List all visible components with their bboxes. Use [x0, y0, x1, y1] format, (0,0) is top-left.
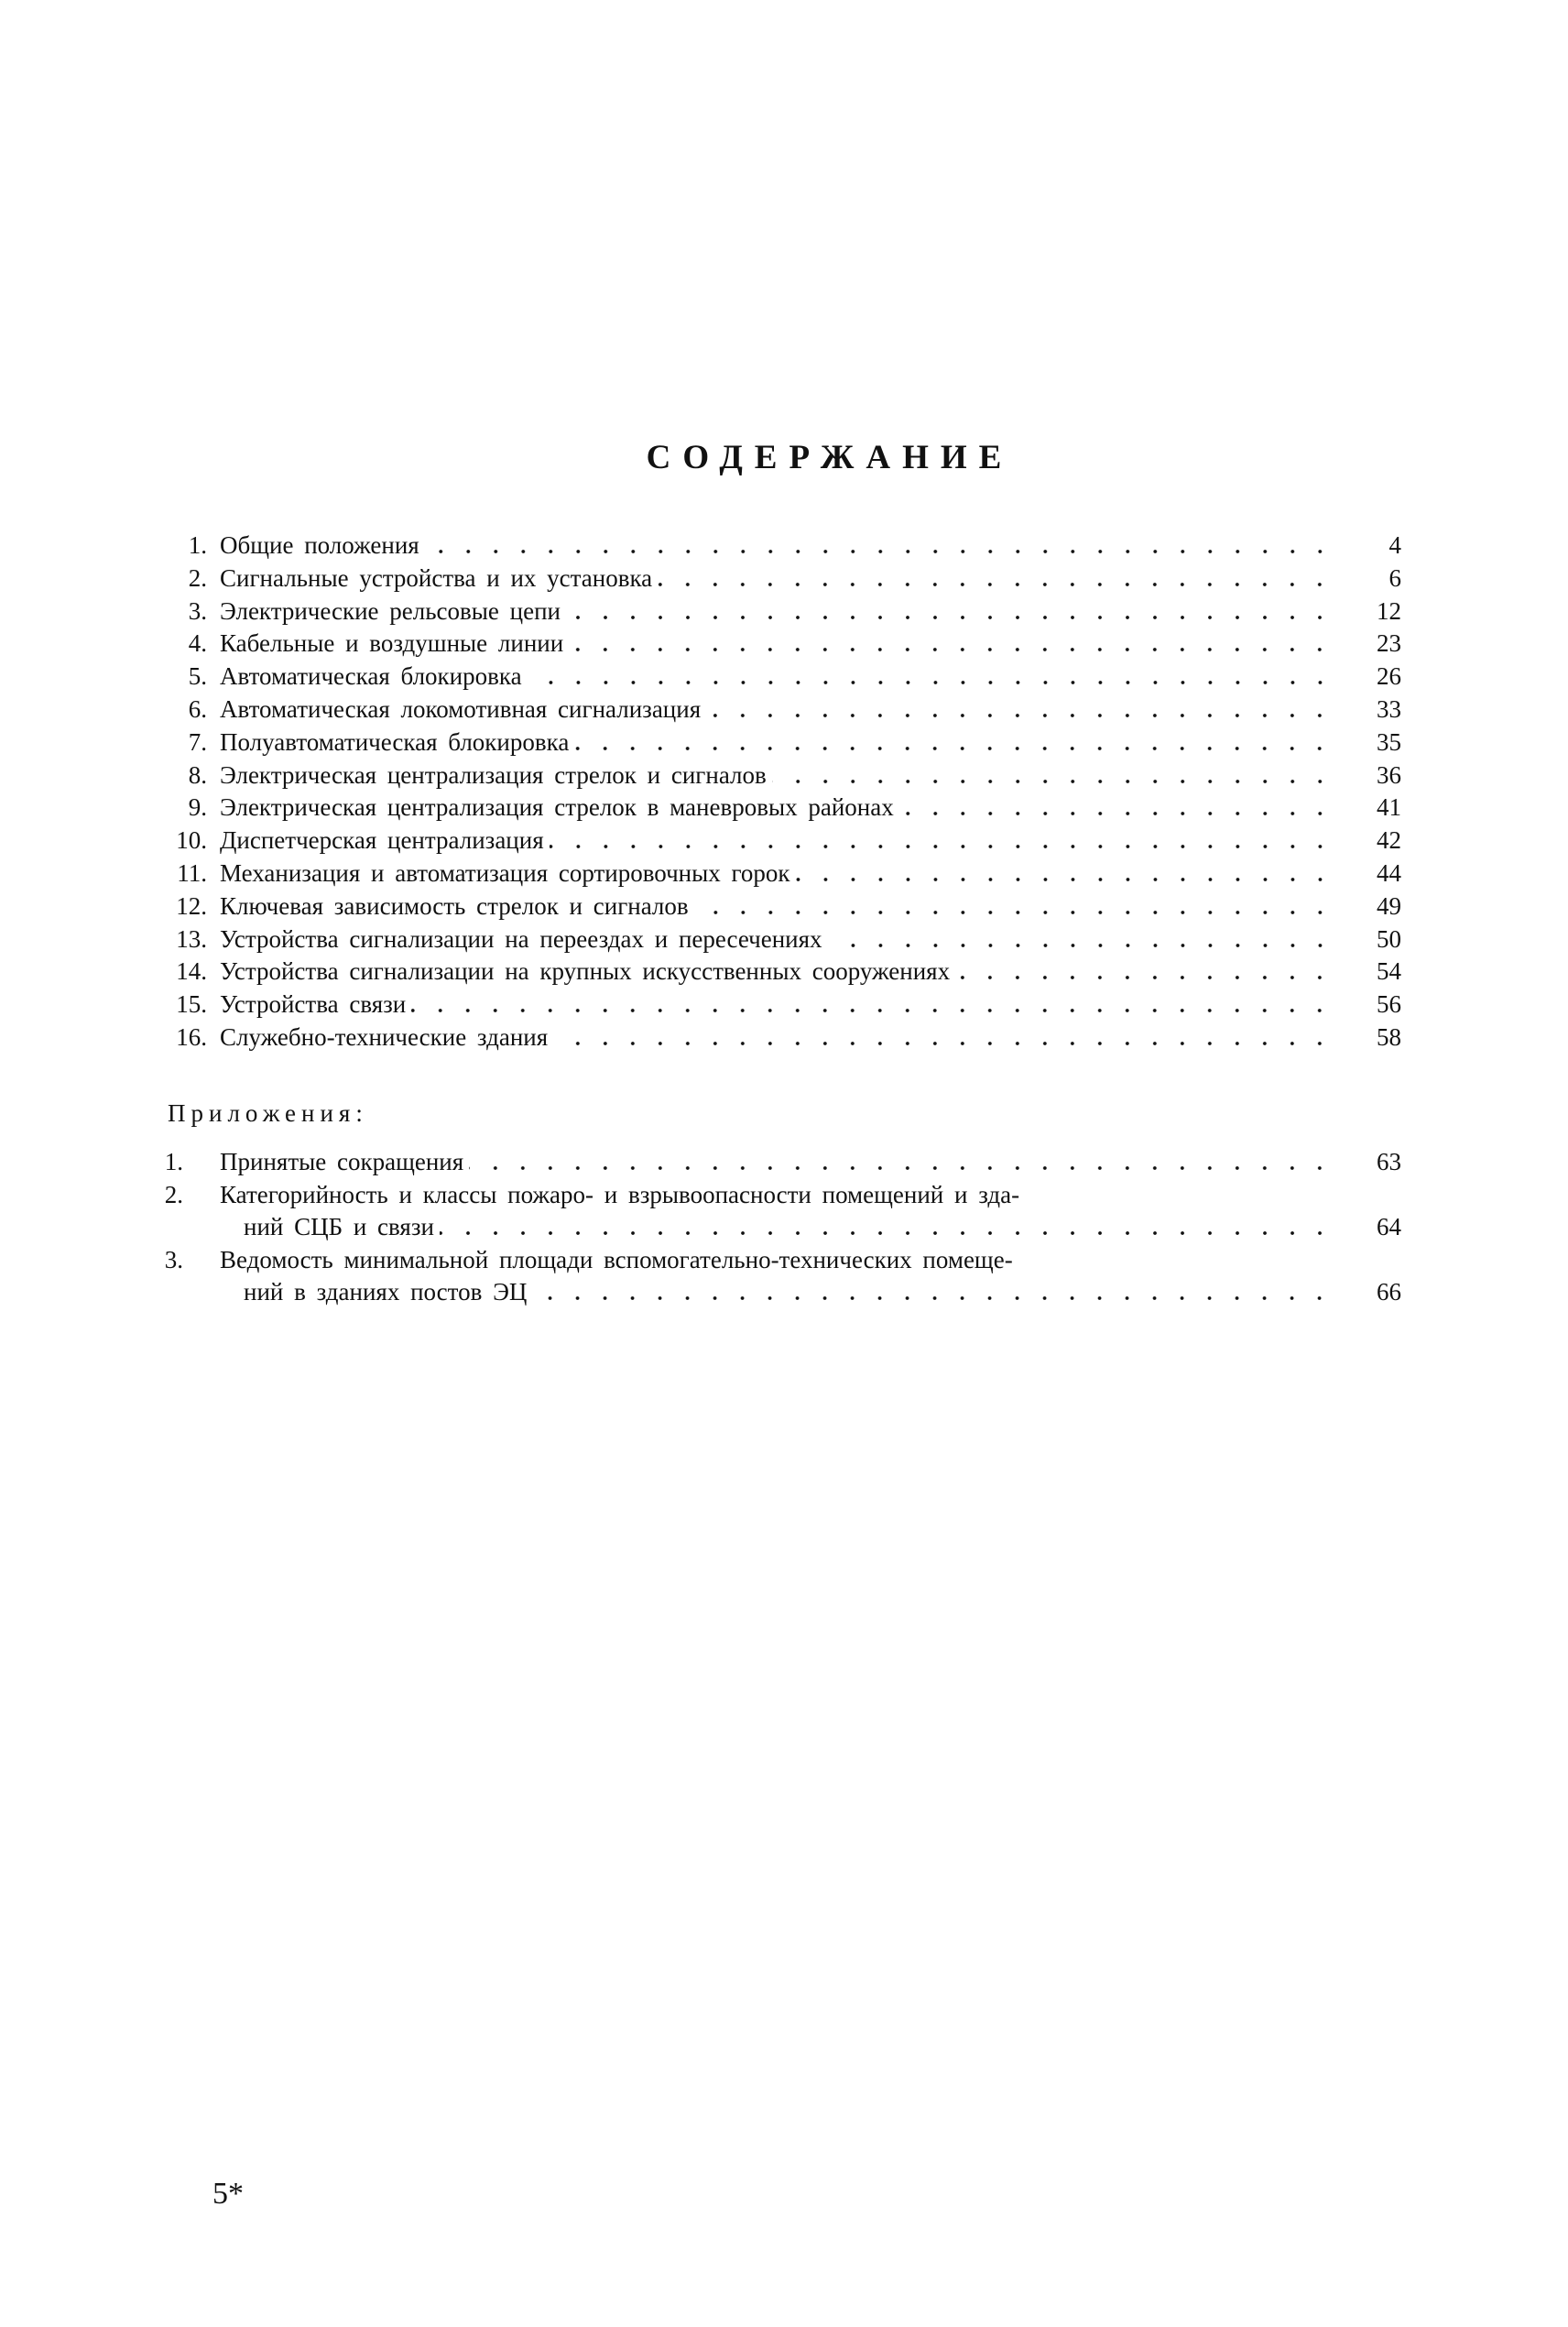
entry-line	[220, 726, 1334, 759]
entry-page: 50	[1377, 924, 1401, 953]
entry-number: 12.	[176, 891, 207, 920]
appendix-heading: Приложения:	[168, 1099, 368, 1127]
entry-title: Автоматическая локомотивная сигнализация	[220, 695, 702, 723]
toc-entry	[0, 595, 1568, 628]
entry-line	[220, 595, 1334, 628]
toc-entry	[0, 759, 1568, 792]
appendix-title: Ведомость минимальной площади вспомогательно-технических помеще-	[220, 1245, 1013, 1273]
entry-number: 7.	[188, 727, 207, 756]
entry-page: 49	[1377, 891, 1401, 920]
dot-leader	[532, 1295, 1334, 1301]
entry-line	[220, 824, 1334, 857]
appendix-title: ний СЦБ и связи	[244, 1213, 434, 1240]
entry-number: 11.	[177, 859, 207, 887]
entry-line	[220, 562, 1334, 595]
entry-page: 41	[1377, 793, 1401, 822]
entry-page: 6	[1388, 563, 1401, 592]
appendix-page: 64	[1377, 1213, 1401, 1240]
entry-number: 15.	[176, 990, 207, 1019]
entry-title: Ключевая зависимость стрелок и сигналов	[220, 891, 689, 920]
toc-entry	[0, 529, 1568, 562]
dot-leader	[772, 779, 1334, 784]
entry-page: 26	[1377, 662, 1401, 691]
appendix-entry-line	[0, 1210, 1568, 1243]
entry-line	[220, 660, 1334, 693]
entry-line	[220, 890, 1334, 923]
dot-leader	[566, 615, 1334, 620]
entry-line	[220, 791, 1334, 824]
toc-entry	[0, 988, 1568, 1021]
entry-line	[220, 529, 1334, 562]
entry-line	[220, 857, 1334, 890]
appendix-entry-line	[0, 1275, 1568, 1308]
appendix-line	[244, 1275, 1334, 1308]
entry-page: 4	[1388, 531, 1401, 559]
toc-entry	[0, 562, 1568, 595]
dot-leader	[469, 1165, 1334, 1171]
entry-line	[220, 955, 1334, 988]
entry-number: 1.	[188, 531, 207, 559]
entry-number: 5.	[188, 662, 207, 691]
entry-line	[220, 988, 1334, 1021]
entry-number: 16.	[176, 1023, 207, 1051]
dot-leader	[899, 811, 1334, 816]
appendix-title: ний в зданиях постов ЭЦ	[244, 1278, 528, 1306]
entry-line	[220, 1021, 1334, 1054]
dot-leader	[706, 713, 1334, 718]
entry-title: Электрическая централизация стрелок в маневровых районах	[220, 793, 894, 822]
entry-page: 12	[1377, 596, 1401, 625]
appendix-line	[220, 1145, 1334, 1178]
entry-title: Служебно-технические здания	[220, 1023, 549, 1051]
dot-leader	[955, 975, 1334, 980]
toc-entry	[0, 791, 1568, 824]
appendix-number: 3.	[164, 1245, 183, 1273]
entry-number: 14.	[176, 957, 207, 986]
entry-title: Диспетчерская централизация	[220, 826, 544, 855]
dot-leader	[553, 1041, 1334, 1046]
entry-line	[220, 759, 1334, 792]
entry-number: 6.	[188, 695, 207, 723]
toc-entry	[0, 627, 1568, 660]
entry-number: 4.	[188, 629, 207, 658]
entry-title: Механизация и автоматизация сортировочных горок	[220, 859, 790, 887]
page-title: СОДЕРЖАНИЕ	[646, 439, 1014, 476]
entry-title: Сигнальные устройства и их установка	[220, 563, 653, 592]
entry-page: 33	[1377, 695, 1401, 723]
entry-page: 54	[1377, 957, 1401, 986]
entry-page: 44	[1377, 859, 1401, 887]
entry-title: Устройства сигнализации на крупных искусственных сооружениях	[220, 957, 951, 986]
appendix-entry-line	[0, 1178, 1568, 1211]
toc-entry	[0, 955, 1568, 988]
toc-entry	[0, 1021, 1568, 1054]
entry-line	[220, 693, 1334, 726]
toc-entry	[0, 890, 1568, 923]
appendix-page: 63	[1377, 1148, 1401, 1175]
dot-leader	[440, 1230, 1334, 1236]
appendix-number: 1.	[164, 1148, 183, 1175]
entry-title: Полуавтоматическая блокировка	[220, 727, 570, 756]
dot-leader	[528, 680, 1334, 685]
appendix-number: 2.	[164, 1180, 183, 1208]
appendix-line	[220, 1178, 1334, 1211]
toc-entry	[0, 693, 1568, 726]
entry-number: 10.	[176, 826, 207, 855]
entry-page: 23	[1377, 629, 1401, 658]
entry-number: 8.	[188, 760, 207, 789]
signature-mark: 5*	[212, 2177, 244, 2211]
dot-leader	[658, 582, 1334, 587]
dot-leader	[569, 647, 1334, 652]
toc-entry	[0, 824, 1568, 857]
entry-number: 3.	[188, 596, 207, 625]
dot-leader	[550, 844, 1334, 849]
appendix-line	[244, 1210, 1334, 1243]
toc-entry	[0, 923, 1568, 956]
appendix-page: 66	[1377, 1278, 1401, 1306]
entry-line	[220, 923, 1334, 956]
entry-number: 2.	[188, 563, 207, 592]
entry-page: 42	[1377, 826, 1401, 855]
appendix-entry-line	[0, 1145, 1568, 1178]
entry-page: 35	[1377, 727, 1401, 756]
toc-entry	[0, 660, 1568, 693]
appendix-title: Принятые сокращения	[220, 1148, 464, 1175]
entry-page: 56	[1377, 990, 1401, 1019]
dot-leader	[411, 1008, 1334, 1013]
entry-number: 9.	[188, 793, 207, 822]
entry-title: Общие положения	[220, 531, 419, 559]
toc-entry	[0, 857, 1568, 890]
entry-title: Кабельные и воздушные линии	[220, 629, 564, 658]
dot-leader	[425, 549, 1334, 554]
dot-leader	[796, 877, 1334, 882]
entry-page: 58	[1377, 1023, 1401, 1051]
entry-title: Устройства связи	[220, 990, 407, 1019]
entry-page: 36	[1377, 760, 1401, 789]
entry-title: Устройства сигнализации на переездах и пересечениях	[220, 924, 822, 953]
entry-title: Электрические рельсовые цепи	[220, 596, 561, 625]
appendix-entry-line	[0, 1243, 1568, 1276]
entry-title: Автоматическая блокировка	[220, 662, 522, 691]
entry-number: 13.	[176, 924, 207, 953]
dot-leader	[574, 746, 1334, 751]
dot-leader	[694, 910, 1334, 915]
entry-line	[220, 627, 1334, 660]
toc-entry	[0, 726, 1568, 759]
dot-leader	[828, 943, 1334, 948]
entry-title: Электрическая централизация стрелок и сигналов	[220, 760, 767, 789]
appendix-line	[220, 1243, 1334, 1276]
appendix-title: Категорийность и классы пожаро- и взрывоопасности помещений и зда-	[220, 1180, 1020, 1208]
